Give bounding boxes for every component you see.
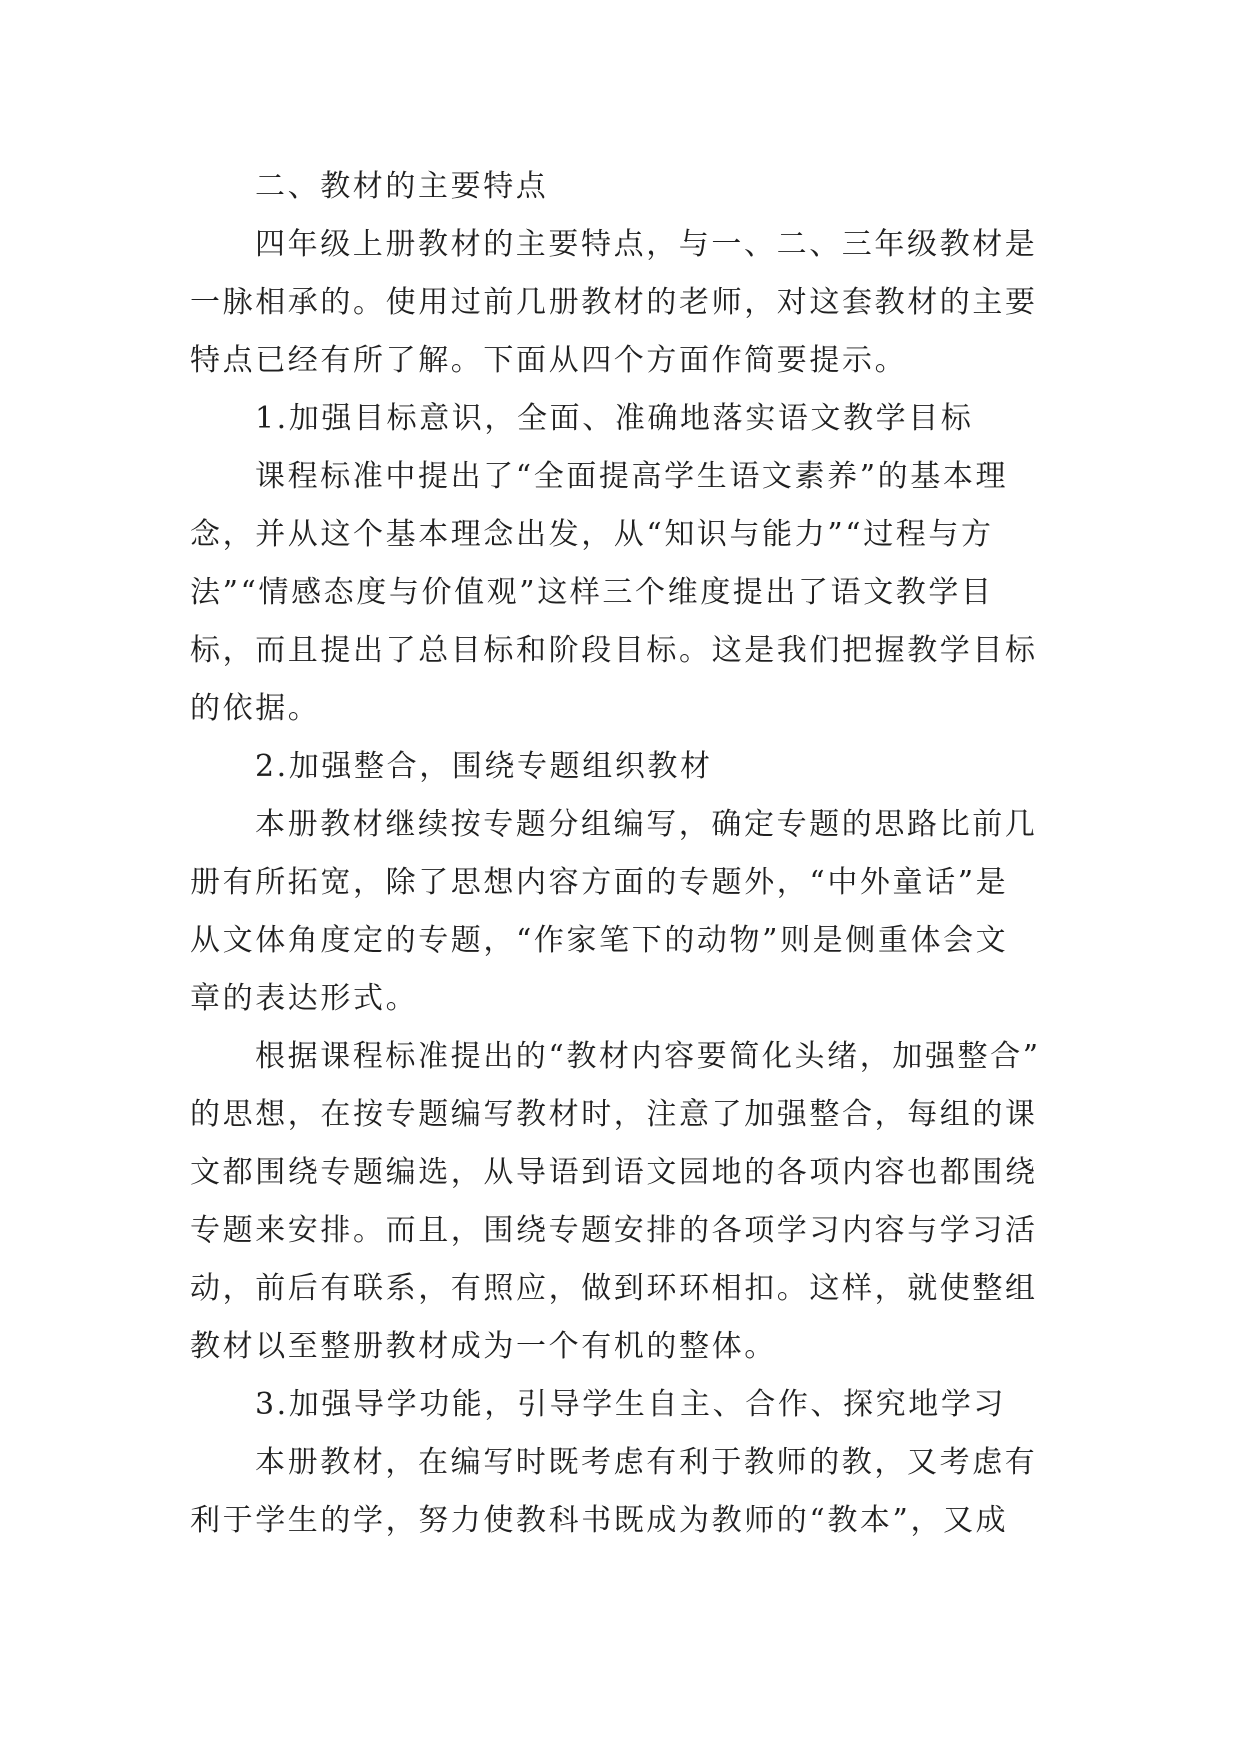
text-line: 3.加强导学功能，引导学生自主、合作、探究地学习 bbox=[255, 1387, 1007, 1422]
text-line: 的依据。 bbox=[190, 691, 321, 726]
text-line: 2.加强整合，围绕专题组织教材 bbox=[255, 749, 713, 784]
text-line: 四年级上册教材的主要特点，与一、二、三年级教材是 bbox=[255, 227, 1038, 262]
text-line: 册有所拓宽，除了思想内容方面的专题外，“中外童话”是 bbox=[190, 865, 1009, 900]
text-line: 章的表达形式。 bbox=[190, 981, 419, 1016]
document-page bbox=[190, 158, 1050, 1550]
text-line: 利于学生的学，努力使教科书既成为教师的“教本”，又成 bbox=[190, 1503, 1009, 1538]
text-line: 1.加强目标意识，全面、准确地落实语文教学目标 bbox=[255, 401, 974, 436]
text-line: 的思想，在按专题编写教材时，注意了加强整合，每组的课 bbox=[190, 1097, 1038, 1132]
text-line: 本册教材继续按专题分组编写，确定专题的思路比前几 bbox=[255, 807, 1038, 842]
text-line: 课程标准中提出了“全面提高学生语文素养”的基本理 bbox=[255, 459, 1009, 494]
text-line: 特点已经有所了解。下面从四个方面作简要提示。 bbox=[190, 343, 908, 378]
text-line: 念，并从这个基本理念出发，从“知识与能力”“过程与方 bbox=[190, 517, 994, 552]
text-line: 标，而且提出了总目标和阶段目标。这是我们把握教学目标 bbox=[190, 633, 1038, 668]
text-line: 动，前后有联系，有照应，做到环环相扣。这样，就使整组 bbox=[190, 1271, 1038, 1306]
text-line: 专题来安排。而且，围绕专题安排的各项学习内容与学习活 bbox=[190, 1213, 1038, 1248]
text-line: 本册教材，在编写时既考虑有利于教师的教，又考虑有 bbox=[255, 1445, 1038, 1480]
text-line: 二、教材的主要特点 bbox=[255, 169, 549, 204]
text-line: 法”“情感态度与价值观”这样三个维度提出了语文教学目 bbox=[190, 575, 994, 610]
text-line: 一脉相承的。使用过前几册教材的老师，对这套教材的主要 bbox=[190, 285, 1038, 320]
text-line: 文都围绕专题编选，从导语到语文园地的各项内容也都围绕 bbox=[190, 1155, 1038, 1190]
text-line: 根据课程标准提出的“教材内容要简化头绪，加强整合” bbox=[255, 1039, 1041, 1074]
text-line: 从文体角度定的专题，“作家笔下的动物”则是侧重体会文 bbox=[190, 923, 1009, 958]
text-line: 教材以至整册教材成为一个有机的整体。 bbox=[190, 1329, 777, 1364]
